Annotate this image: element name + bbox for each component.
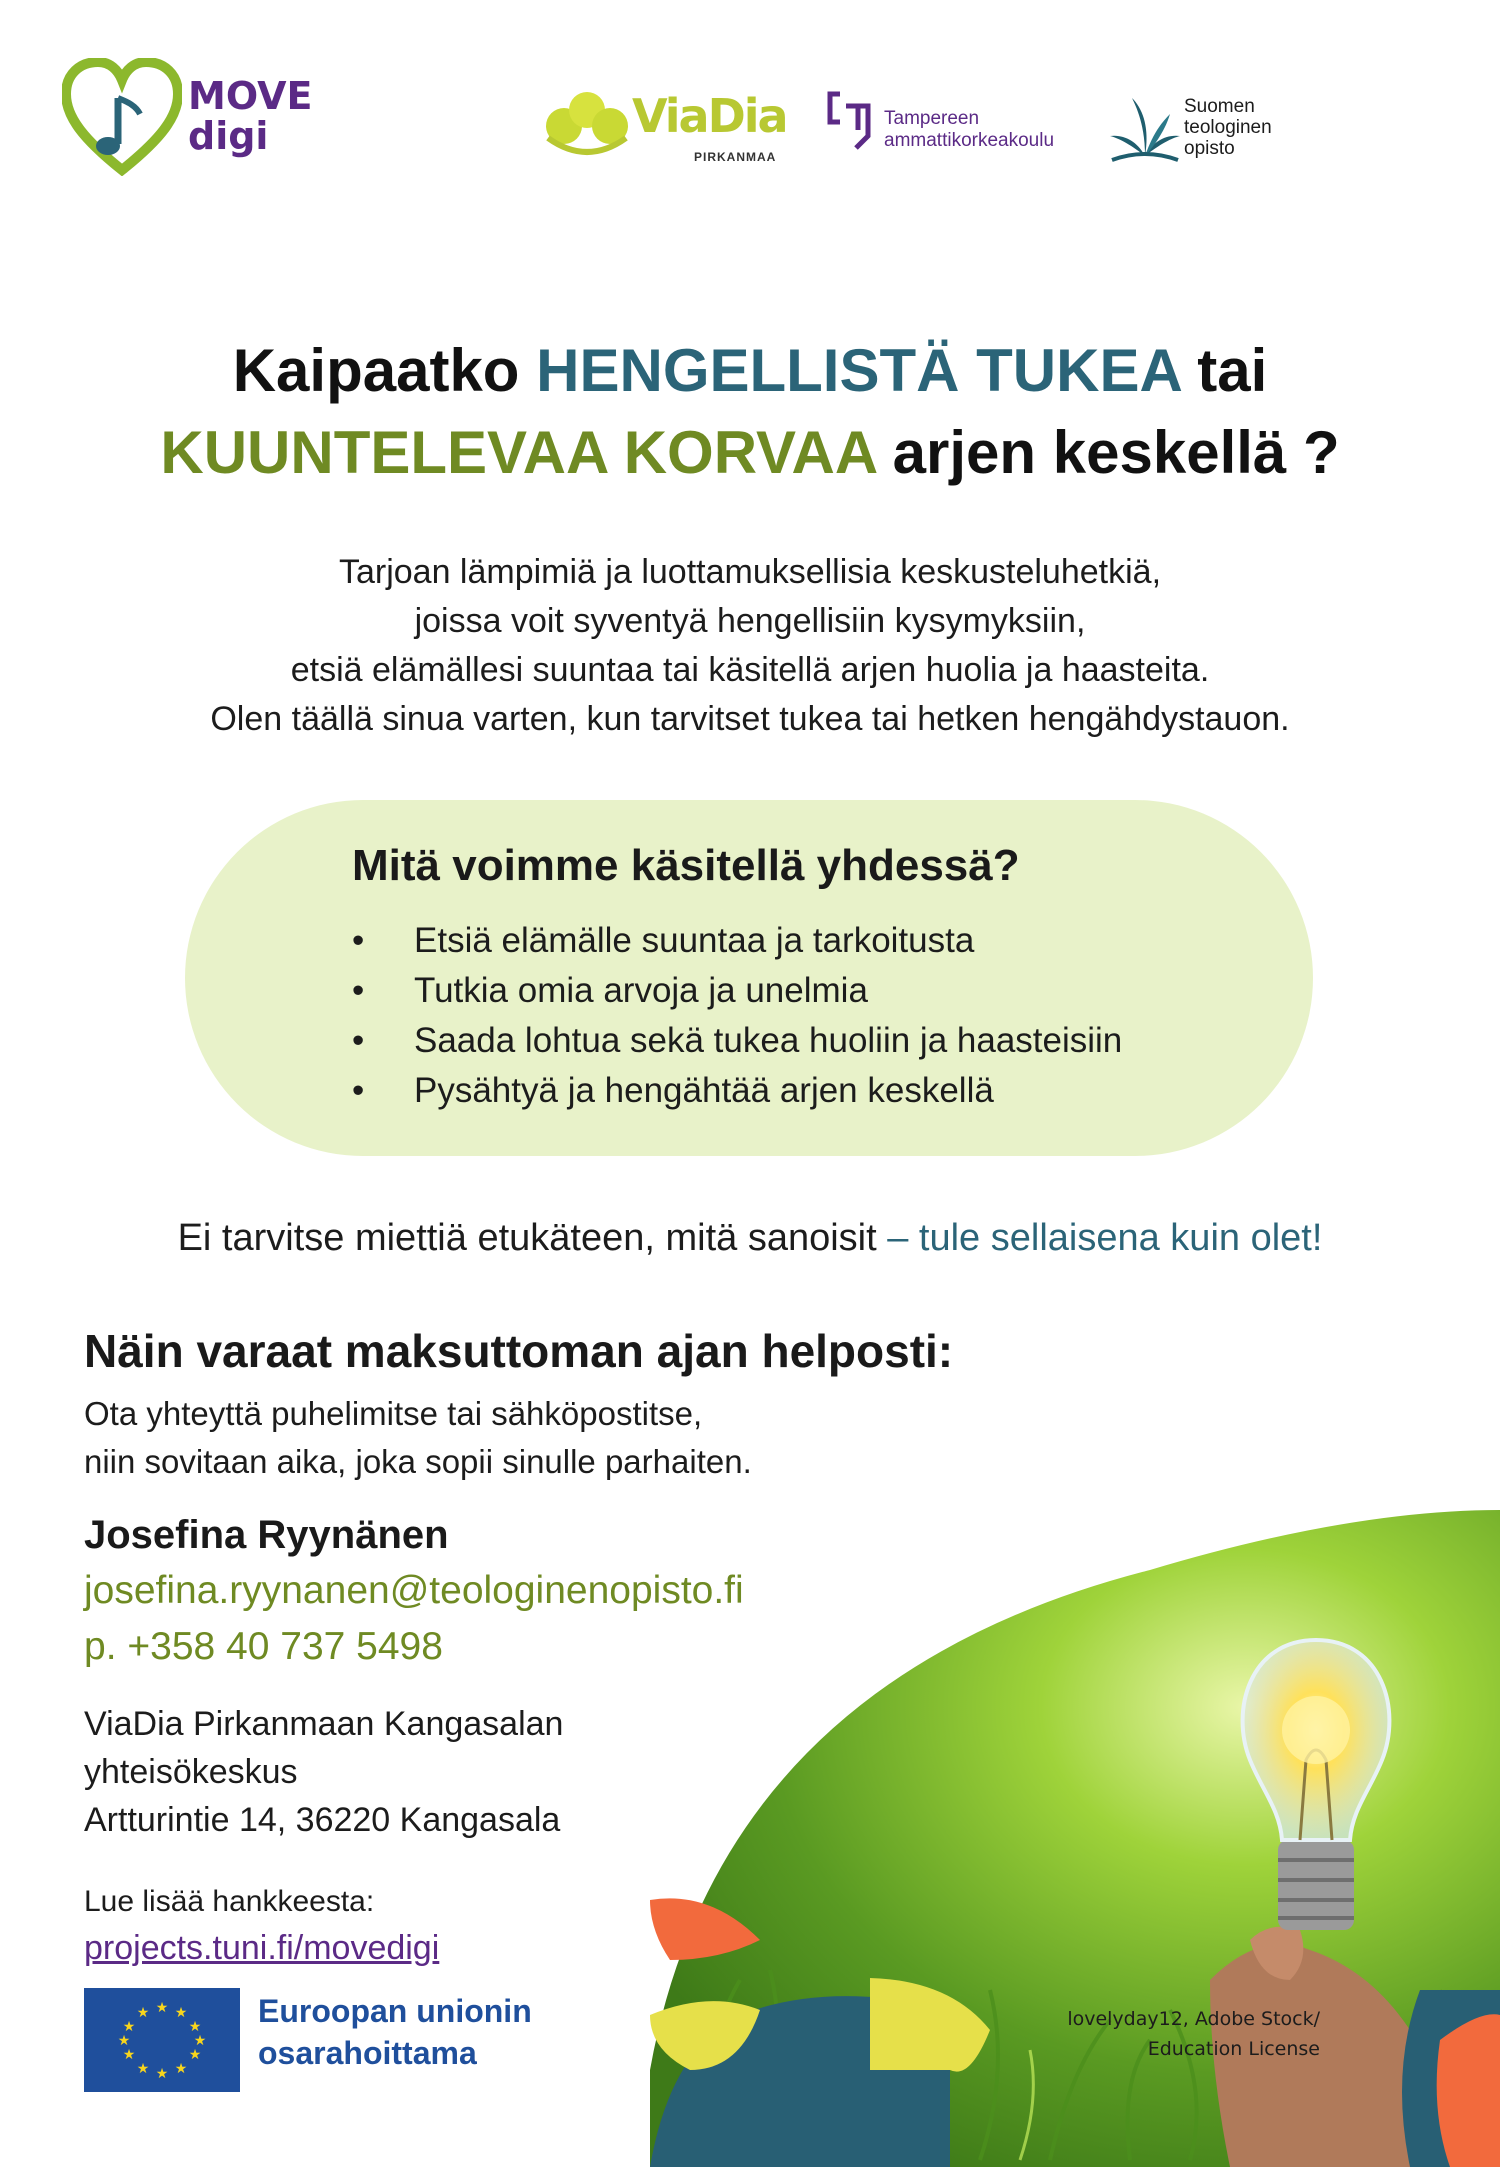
viadia-name: ViaDia [632, 89, 787, 143]
list-item [352, 1016, 1122, 1066]
eu-line1: Euroopan unionin [258, 1993, 532, 2029]
contact-email-link[interactable]: josefina.ryynanen@teologinenopisto.fi [84, 1569, 744, 1612]
booking-text [84, 1390, 752, 1486]
booking-title: Näin varaat maksuttoman ajan helposti: [84, 1325, 954, 1377]
photo-credit [1010, 2004, 1320, 2064]
svg-text:★: ★ [188, 2019, 202, 2035]
headline-part3: arjen keskellä ? [875, 419, 1340, 486]
topics-list [352, 916, 1122, 1116]
tagline [60, 1212, 1440, 1264]
list-item [352, 1066, 1122, 1116]
intro-text [60, 548, 1440, 744]
viadia-flower-icon [542, 86, 632, 156]
tamk-line1: Tampereen [884, 108, 980, 129]
intro-line: joissa voit syventyä hengellisiin kysymyksiin, [414, 602, 1086, 640]
address-line: Artturintie 14, 36220 Kangasala [84, 1801, 561, 1839]
headline-highlight-listening: KUUNTELEVAA KORVAA [160, 419, 876, 486]
booking-line: niin sovitaan aika, joka sopii sinulle parhaiten. [84, 1443, 752, 1480]
tagline-part2: – tule sellaisena kuin olet! [887, 1217, 1323, 1259]
tagline-part1: Ei tarvitse miettiä etukäteen, mitä sanoisit [177, 1217, 888, 1259]
more-info-label: Lue lisää hankkeesta: [84, 1885, 375, 1918]
address-line: yhteisökeskus [84, 1753, 298, 1791]
address [84, 1700, 563, 1844]
photo-credit-line2: Education License [1147, 2038, 1320, 2060]
svg-text:★: ★ [188, 2047, 202, 2063]
svg-text:★: ★ [122, 2047, 136, 2063]
svg-text:★: ★ [117, 2033, 131, 2049]
svg-text:★: ★ [122, 2019, 136, 2035]
sto-logo [1108, 92, 1348, 172]
movedigi-line2: digi [188, 114, 269, 158]
list-item-text: Pysähtyä ja hengähtää arjen keskellä [414, 1071, 994, 1110]
list-item-text: Tutkia omia arvoja ja unelmia [414, 971, 868, 1010]
headline-part2: tai [1180, 337, 1268, 404]
contact-name: Josefina Ryynänen [84, 1513, 449, 1557]
svg-text:★: ★ [136, 2061, 150, 2077]
address-line: ViaDia Pirkanmaan Kangasalan [84, 1705, 564, 1743]
list-item [352, 916, 1122, 966]
viadia-sub: PIRKANMAA [694, 150, 777, 164]
list-item [352, 966, 1122, 1016]
page-headline [60, 330, 1440, 494]
tamk-bracket-icon [822, 86, 878, 156]
eu-flag-icon [84, 1988, 240, 2092]
intro-line: etsiä elämällesi suuntaa tai käsitellä arjen huolia ja haasteita. [290, 651, 1210, 689]
eu-funding-text [258, 1990, 532, 2074]
sto-line3: opisto [1184, 138, 1235, 159]
viadia-logo [542, 86, 787, 176]
heart-logo-icon [62, 58, 182, 176]
svg-text:★: ★ [136, 2005, 150, 2021]
intro-line: Olen täällä sinua varten, kun tarvitset tukea tai hetken hengähdystauon. [210, 700, 1290, 738]
sto-line2: teologinen [1184, 117, 1272, 138]
bullet-icon: • [352, 1021, 365, 1060]
bullet-icon: • [352, 921, 365, 960]
svg-text:★: ★ [155, 2066, 169, 2082]
project-link[interactable]: projects.tuni.fi/movedigi [84, 1929, 440, 1967]
list-item-text: Saada lohtua sekä tukea huoliin ja haasteisiin [414, 1021, 1123, 1060]
svg-text:★: ★ [193, 2033, 207, 2049]
booking-line: Ota yhteyttä puhelimitse tai sähköpostitse, [84, 1395, 703, 1432]
photo-credit-line1: lovelyday12, Adobe Stock/ [1067, 2008, 1320, 2030]
tamk-line2: ammattikorkeakoulu [884, 130, 1055, 151]
svg-text:★: ★ [174, 2005, 188, 2021]
contact-phone[interactable]: p. +358 40 737 5498 [84, 1625, 443, 1668]
svg-text:★: ★ [174, 2061, 188, 2077]
topics-title: Mitä voimme käsitellä yhdessä? [352, 841, 1020, 890]
bullet-icon: • [352, 971, 365, 1010]
svg-text:★: ★ [155, 2000, 169, 2016]
headline-highlight-spiritual: HENGELLISTÄ TUKEA [536, 337, 1181, 404]
lightbulb-photo [650, 1510, 1500, 2167]
movedigi-line1: MOVE [188, 74, 313, 118]
sto-leaves-icon [1108, 92, 1182, 166]
list-item-text: Etsiä elämälle suuntaa ja tarkoitusta [414, 921, 975, 960]
bullet-icon: • [352, 1071, 365, 1110]
movedigi-logo [62, 58, 342, 176]
eu-line2: osarahoittama [258, 2035, 477, 2071]
intro-line: Tarjoan lämpimiä ja luottamuksellisia keskusteluhetkiä, [338, 553, 1162, 591]
tamk-logo [822, 86, 1072, 166]
sto-line1: Suomen [1184, 96, 1255, 117]
headline-part1: Kaipaatko [232, 337, 537, 404]
